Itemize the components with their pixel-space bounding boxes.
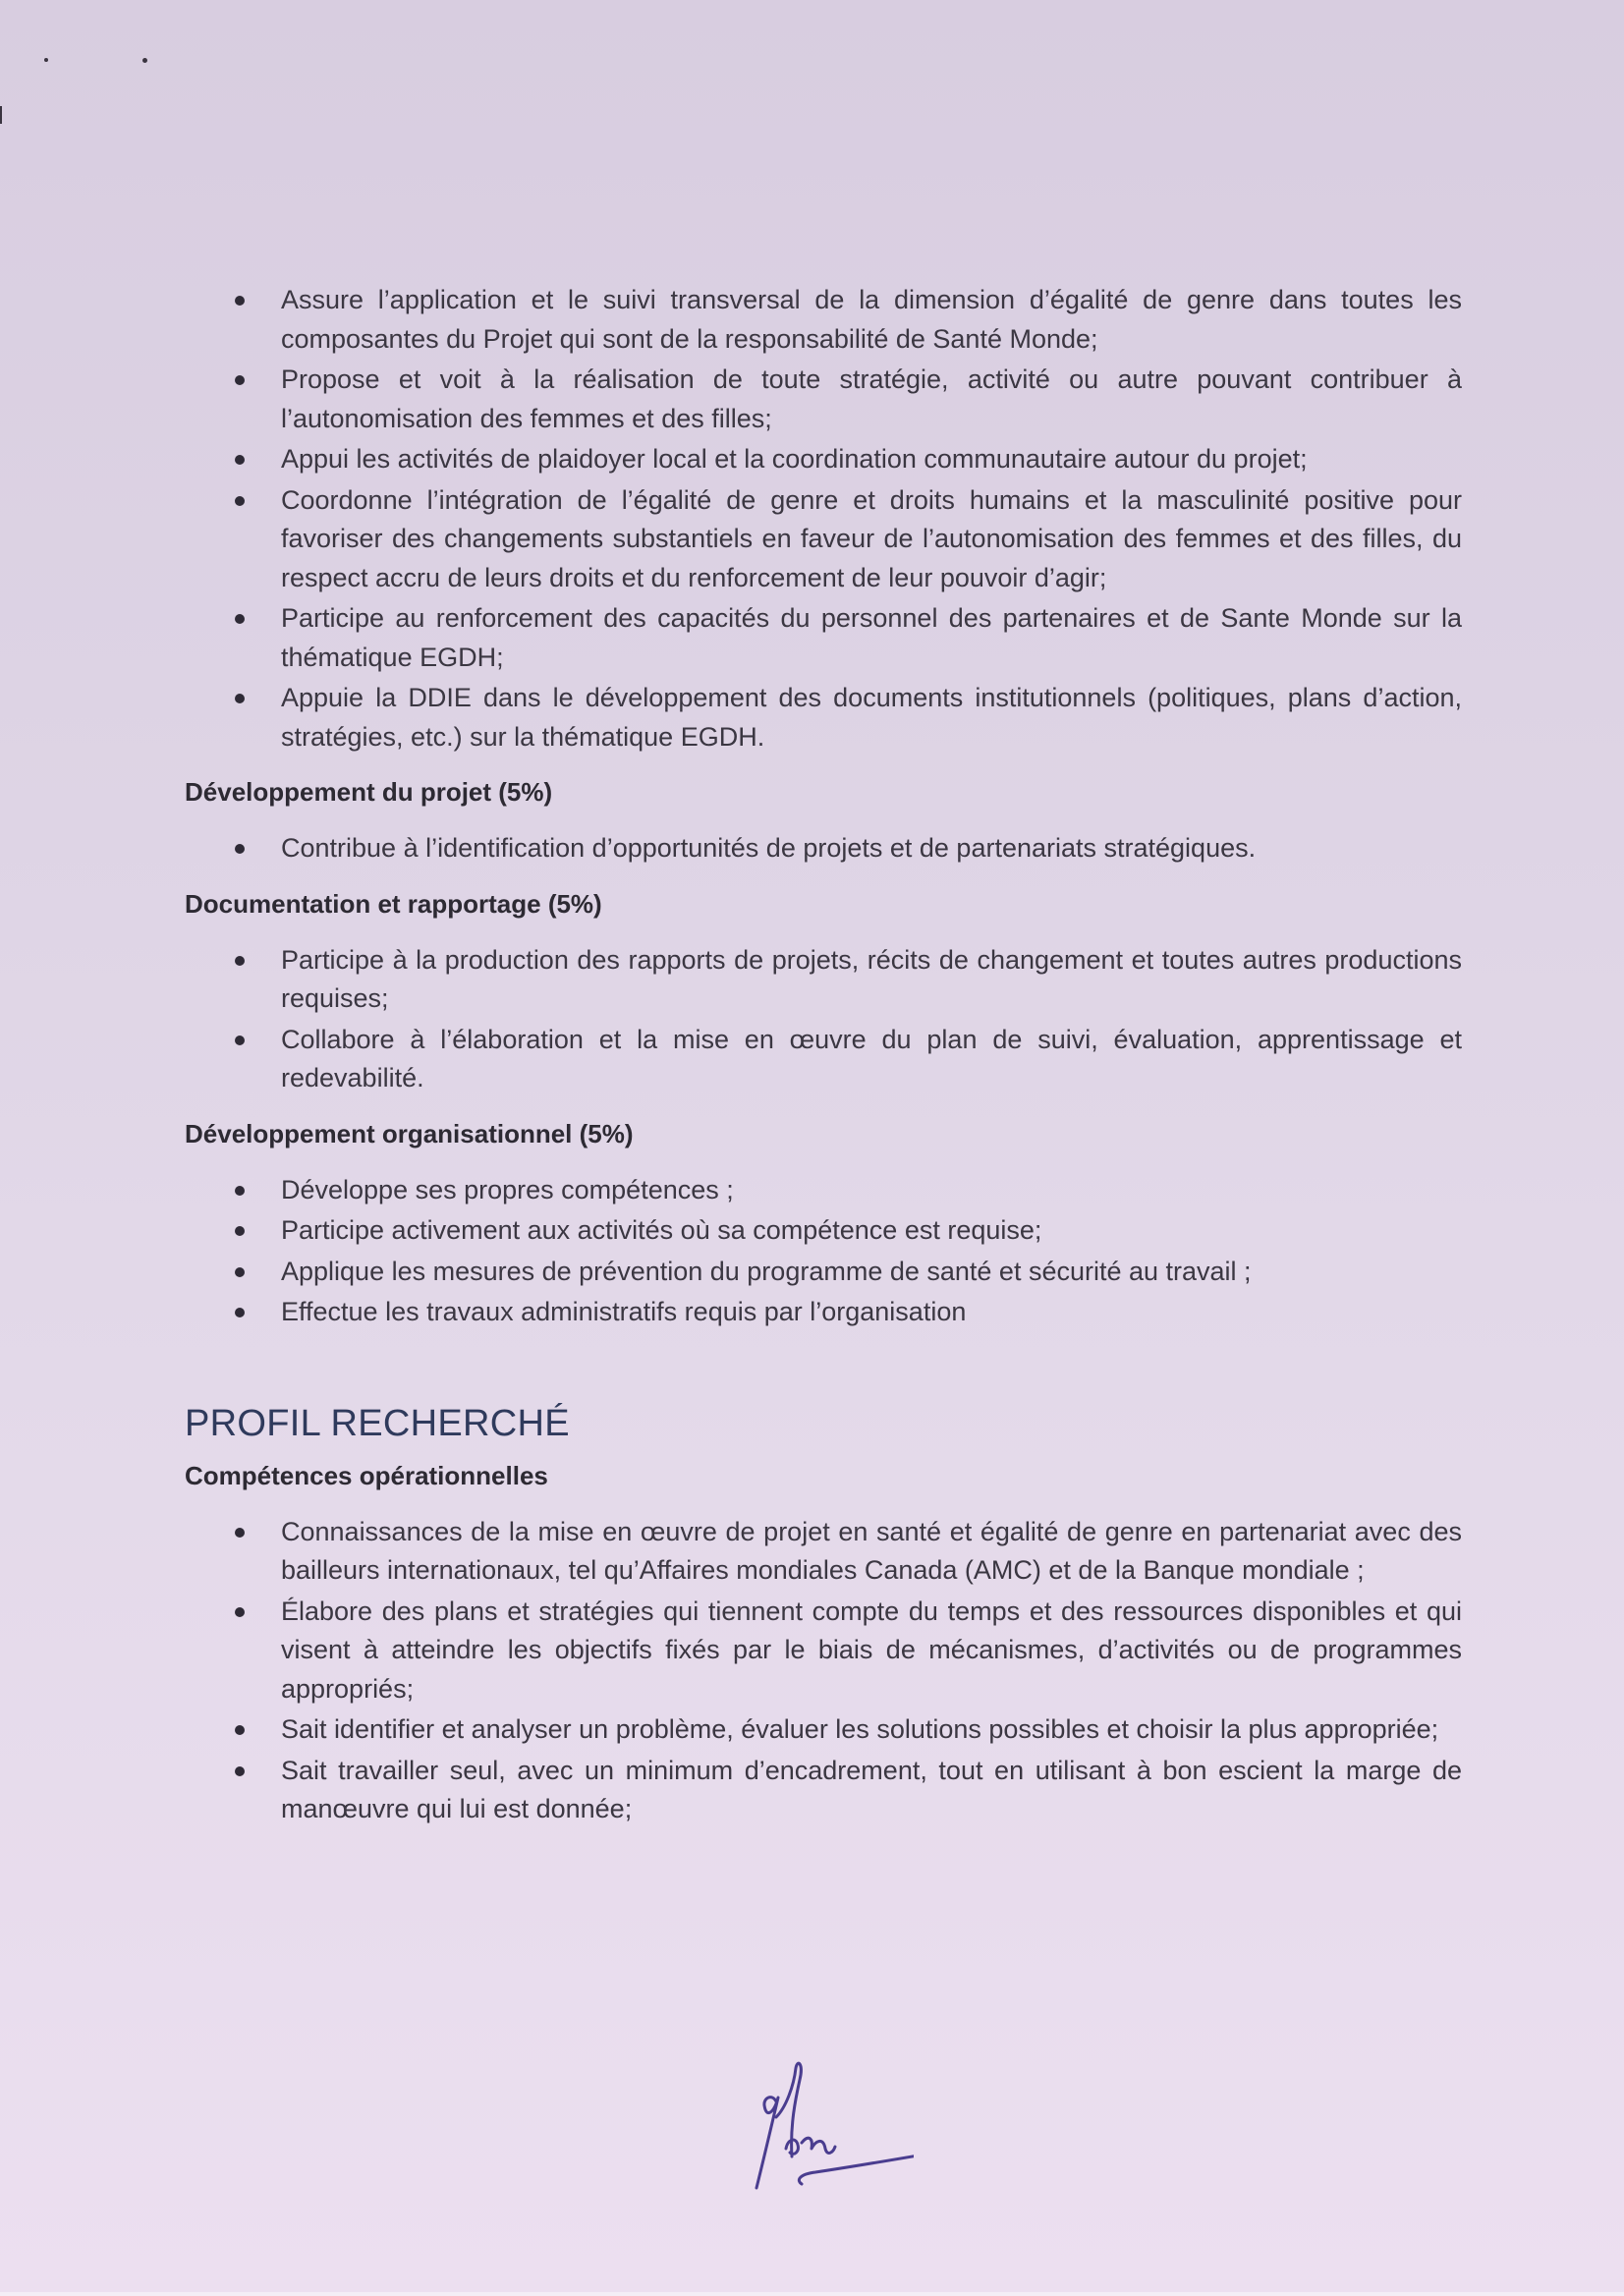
documentation-list <box>185 941 1462 1098</box>
signature-icon <box>717 2058 914 2191</box>
list-item: Assure l’application et le suivi transversal de la dimension d’égalité de genre dans toutes les composantes du Projet qui sont de la responsabilité de Santé Monde; <box>185 281 1462 359</box>
bullet-icon <box>235 455 245 465</box>
bullet-icon <box>235 1267 245 1277</box>
project-development-list <box>185 829 1462 868</box>
list-item: Connaissances de la mise en œuvre de projet en santé et égalité de genre en partenariat avec des bailleurs internationaux, tel qu’Affaires mondiales Canada (AMC) et de la Banque mondiale ; <box>185 1513 1462 1591</box>
paper-edge-mark <box>0 106 2 124</box>
bullet-icon <box>235 1528 245 1538</box>
paper-speck <box>142 58 147 63</box>
list-item: Appuie la DDIE dans le développement des documents institutionnels (politiques, plans d’action, stratégies, etc.) sur la thématique EGDH. <box>185 679 1462 756</box>
list-item: Élabore des plans et stratégies qui tiennent compte du temps et des ressources disponibles et qui visent à atteindre les objectifs fixés par le biais de mécanismes, d’activités ou de programmes appropriés; <box>185 1593 1462 1709</box>
list-item: Développe ses propres compétences ; <box>185 1171 1462 1210</box>
section-heading-documentation: Documentation et rapportage (5%) <box>185 888 602 919</box>
bullet-icon <box>235 844 245 854</box>
operational-skills-list <box>185 1513 1462 1829</box>
bullet-icon <box>235 1607 245 1617</box>
paper-bottom-edge <box>0 2292 1624 2296</box>
bullet-icon <box>235 694 245 703</box>
bullet-icon <box>235 1308 245 1317</box>
bullet-icon <box>235 375 245 385</box>
list-item: Coordonne l’intégration de l’égalité de genre et droits humains et la masculinité positive pour favoriser des changements substantiels en faveur de l’autonomisation des femmes et des filles, du respect accru de leurs droits et du renforcement de leur pouvoir d’agir; <box>185 481 1462 598</box>
bullet-icon <box>235 1725 245 1735</box>
list-item: Effectue les travaux administratifs requis par l’organisation <box>185 1293 1462 1332</box>
list-item: Collabore à l’élaboration et la mise en œuvre du plan de suivi, évaluation, apprentissage et redevabilité. <box>185 1021 1462 1098</box>
operational-skills-heading: Compétences opérationnelles <box>185 1460 548 1490</box>
list-item: Applique les mesures de prévention du programme de santé et sécurité au travail ; <box>185 1253 1462 1292</box>
bullet-icon <box>235 1186 245 1196</box>
list-item: Sait travailler seul, avec un minimum d’encadrement, tout en utilisant à bon escient la marge de manœuvre qui lui est donnée; <box>185 1752 1462 1829</box>
list-item: Sait identifier et analyser un problème, évaluer les solutions possibles et choisir la plus appropriée; <box>185 1710 1462 1750</box>
list-item: Propose et voit à la réalisation de toute stratégie, activité ou autre pouvant contribuer à l’autonomisation des femmes et des filles; <box>185 361 1462 438</box>
bullet-icon <box>235 1766 245 1776</box>
profile-heading: PROFIL RECHERCHÉ <box>185 1402 570 1444</box>
section-heading-project-development: Développement du projet (5%) <box>185 777 553 807</box>
list-item: Participe au renforcement des capacités du personnel des partenaires et de Sante Monde sur la thématique EGDH; <box>185 599 1462 677</box>
list-item: Appui les activités de plaidoyer local et la coordination communautaire autour du projet; <box>185 440 1462 479</box>
bullet-icon <box>235 614 245 624</box>
paper-speck <box>44 58 48 62</box>
bullet-icon <box>235 1036 245 1045</box>
list-item: Participe à la production des rapports de projets, récits de changement et toutes autres productions requises; <box>185 941 1462 1019</box>
list-item: Participe activement aux activités où sa compétence est requise; <box>185 1211 1462 1251</box>
organisational-development-list <box>185 1171 1462 1332</box>
bullet-icon <box>235 1226 245 1236</box>
list-item: Contribue à l’identification d’opportunités de projets et de partenariats stratégiques. <box>185 829 1462 868</box>
bullet-icon <box>235 496 245 506</box>
section-heading-organisational-development: Développement organisationnel (5%) <box>185 1118 634 1148</box>
bullet-icon <box>235 956 245 966</box>
responsibilities-list <box>185 281 1462 756</box>
bullet-icon <box>235 296 245 306</box>
document-page <box>185 281 1462 1831</box>
